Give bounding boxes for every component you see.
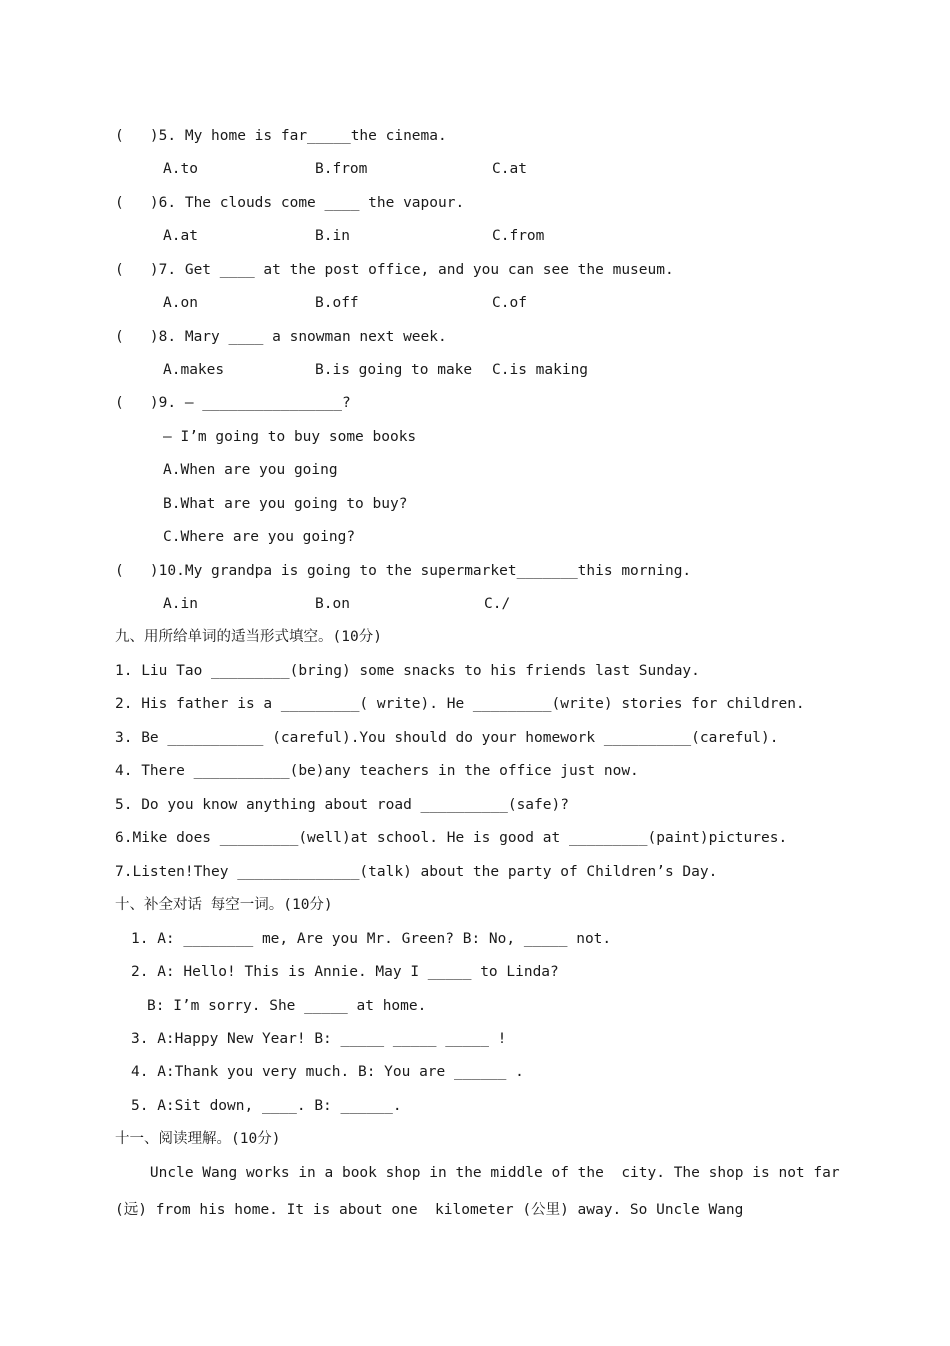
question-5-option-c: C.at — [492, 161, 527, 177]
section-10-item-3: 3. A:Happy New Year! B: _____ _____ _____ ! — [131, 1031, 507, 1047]
section-9-item-1: 1. Liu Tao _________(bring) some snacks to his friends last Sunday. — [115, 663, 700, 679]
section-9-item-5: 5. Do you know anything about road __________(safe)? — [115, 797, 569, 813]
question-9-reply: — I’m going to buy some books — [163, 429, 417, 445]
question-9-option-a: A.When are you going — [163, 462, 338, 478]
question-10-option-b: B.on — [315, 596, 350, 612]
question-9-option-c: C.Where are you going? — [163, 529, 356, 545]
question-10: ( )10.My grandpa is going to the supermarket_______this morning. — [115, 563, 692, 579]
reading-passage-line-1: Uncle Wang works in a book shop in the middle of the city. The shop is not far — [115, 1165, 840, 1181]
section-9-item-7: 7.Listen!They ______________(talk) about the party of Children’s Day. — [115, 864, 718, 880]
section-10-item-1: 1. A: ________ me, Are you Mr. Green? B: No, _____ not. — [131, 931, 612, 947]
question-6-option-b: B.in — [315, 228, 350, 244]
section-9-item-2: 2. His father is a _________( write). He _________(write) stories for children. — [115, 696, 805, 712]
question-6: ( )6. The clouds come ____ the vapour. — [115, 195, 465, 211]
section-9-item-6: 6.Mike does _________(well)at school. He is good at _________(paint)pictures. — [115, 830, 788, 846]
question-8-option-a: A.makes — [163, 362, 225, 378]
section-9-item-3: 3. Be ___________ (careful).You should do your homework __________(careful). — [115, 730, 779, 746]
question-8: ( )8. Mary ____ a snowman next week. — [115, 329, 447, 345]
question-7: ( )7. Get ____ at the post office, and you can see the museum. — [115, 262, 674, 278]
section-11-title: 十一、阅读理解。(10分) — [115, 1131, 281, 1147]
question-7-option-a: A.on — [163, 295, 198, 311]
question-9-option-b: B.What are you going to buy? — [163, 496, 408, 512]
question-5: ( )5. My home is far_____the cinema. — [115, 128, 447, 144]
section-10-item-2-reply: B: I’m sorry. She _____ at home. — [147, 998, 427, 1014]
reading-passage-line-2: (远) from his home. It is about one kilometer (公里) away. So Uncle Wang — [115, 1202, 744, 1218]
question-9: ( )9. — ________________? — [115, 395, 351, 411]
question-8-option-c: C.is making — [492, 362, 589, 378]
section-10-item-4: 4. A:Thank you very much. B: You are ______ . — [131, 1064, 524, 1080]
question-7-option-c: C.of — [492, 295, 527, 311]
question-5-option-a: A.to — [163, 161, 198, 177]
section-9-item-4: 4. There ___________(be)any teachers in the office just now. — [115, 763, 639, 779]
section-10-item-5: 5. A:Sit down, ____. B: ______. — [131, 1098, 402, 1114]
section-10-item-2: 2. A: Hello! This is Annie. May I _____ to Linda? — [131, 964, 559, 980]
question-6-option-c: C.from — [492, 228, 545, 244]
question-10-option-c: C./ — [484, 596, 511, 612]
section-9-title: 九、用所给单词的适当形式填空。(10分) — [115, 629, 382, 645]
question-10-option-a: A.in — [163, 596, 198, 612]
question-6-option-a: A.at — [163, 228, 198, 244]
question-5-option-b: B.from — [315, 161, 368, 177]
section-10-title: 十、补全对话 每空一词。(10分) — [115, 897, 333, 913]
question-7-option-b: B.off — [315, 295, 359, 311]
question-8-option-b: B.is going to make — [315, 362, 473, 378]
